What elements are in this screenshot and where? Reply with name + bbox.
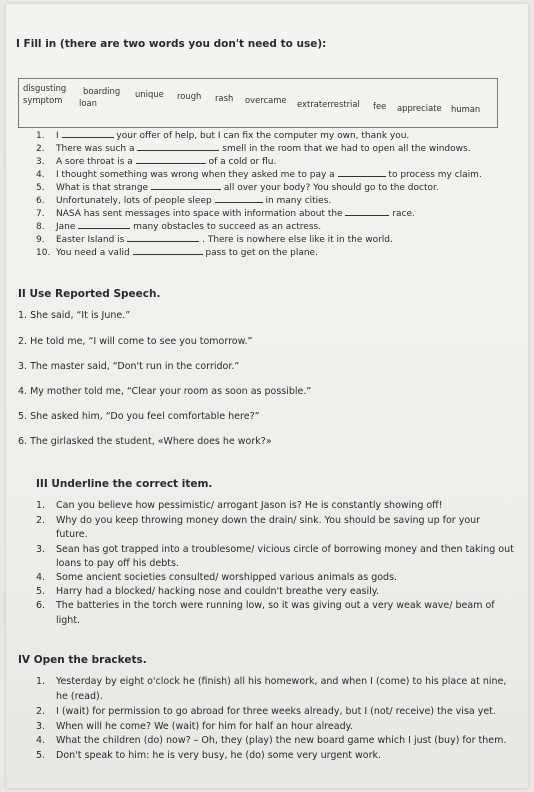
word-bank-word: fee (373, 101, 387, 111)
fill-in-item: 9. Easter Island is . There is nowhere else like it in the world. (36, 232, 393, 245)
fill-in-item: 3. A sore throat is a of a cold or flu. (36, 154, 276, 167)
word-bank-word: boarding (83, 86, 121, 96)
answer-blank[interactable] (136, 154, 206, 164)
section-4-title: IV Open the brackets. (18, 654, 147, 666)
reported-speech-item: 4. My mother told me, “Clear your room as soon as possible.” (18, 386, 312, 397)
section-3-title: III Underline the correct item. (36, 478, 213, 490)
answer-blank[interactable] (78, 219, 130, 229)
underline-item: 6. The batteries in the torch were running low, so it was giving out a very weak wave/ beam of (36, 600, 495, 611)
underline-item-cont: light. (56, 615, 81, 626)
underline-item: 5. Harry had a blocked/ hacking nose and couldn't breathe very easily. (36, 586, 380, 597)
word-bank-word: human (451, 104, 481, 114)
word-bank-word: overcame (245, 95, 287, 105)
reported-speech-item: 6. The girlasked the student, «Where does he work?» (18, 436, 272, 447)
brackets-item: 4. What the children (do) now? – Oh, they (play) the new board game which I just (buy) for them. (36, 735, 507, 746)
answer-blank[interactable] (137, 141, 219, 151)
reported-speech-item: 5. She asked him, “Do you feel comfortable here?” (18, 411, 260, 422)
brackets-item: 1. Yesterday by eight o'clock he (finish) all his homework, and when I (come) to his place at nine, (36, 676, 507, 687)
worksheet-page (6, 4, 528, 788)
answer-blank[interactable] (215, 193, 263, 203)
underline-item: 1. Can you believe how pessimistic/ arrogant Jason is? He is constantly showing off! (36, 500, 443, 511)
underline-item: 4. Some ancient societies consulted/ worshipped various animals as gods. (36, 572, 398, 583)
word-bank-word: symptom (23, 95, 63, 105)
fill-in-item: 2. There was such a smell in the room that we had to open all the windows. (36, 141, 471, 154)
fill-in-item: 1. I your offer of help, but I can fix the computer my own, thank you. (36, 128, 409, 141)
underline-item: 2. Why do you keep throwing money down the drain/ sink. You should be saving up for your (36, 515, 481, 526)
word-bank-word: appreciate (397, 103, 442, 113)
reported-speech-item: 3. The master said, “Don't run in the corridor.” (18, 361, 240, 372)
brackets-item: 2. I (wait) for permission to go abroad for three weeks already, but I (not/ receive) the visa yet. (36, 706, 496, 717)
answer-blank[interactable] (127, 232, 199, 242)
brackets-item: 3. When will he come? We (wait) for him for half an hour already. (36, 721, 353, 732)
underline-item-cont: loans to pay off his debts. (56, 558, 179, 569)
word-bank-word: extraterrestrial (297, 99, 360, 109)
fill-in-item: 6. Unfortunately, lots of people sleep in many cities. (36, 193, 331, 206)
word-bank-word: rash (215, 93, 234, 103)
fill-in-item: 10. You need a valid pass to get on the plane. (36, 245, 318, 258)
word-bank-word: disgusting (23, 83, 67, 93)
answer-blank[interactable] (133, 245, 203, 255)
fill-in-item: 5. What is that strange all over your body? You should go to the doctor. (36, 180, 439, 193)
word-bank-word: unique (135, 89, 164, 99)
section-2-title: II Use Reported Speech. (18, 288, 161, 300)
fill-in-item: 7. NASA has sent messages into space with information about the race. (36, 206, 415, 219)
reported-speech-item: 2. He told me, “I will come to see you tomorrow.” (18, 336, 253, 347)
section-1-title: I Fill in (there are two words you don't need to use): (16, 38, 327, 50)
fill-in-item: 4. I thought something was wrong when they asked me to pay a to process my claim. (36, 167, 482, 180)
reported-speech-item: 1. She said, “It is June.” (18, 310, 131, 321)
underline-item-cont: future. (56, 529, 88, 540)
answer-blank[interactable] (345, 206, 389, 216)
underline-item: 3. Sean has got trapped into a troublesome/ vicious circle of borrowing money and then taking out (36, 544, 514, 555)
word-bank-word: rough (177, 91, 202, 101)
word-bank-word: loan (79, 98, 97, 108)
answer-blank[interactable] (62, 128, 114, 138)
answer-blank[interactable] (338, 167, 386, 177)
answer-blank[interactable] (151, 180, 221, 190)
brackets-item: 5. Don't speak to him: he is very busy, he (do) some very urgent work. (36, 750, 381, 761)
word-bank-box (18, 78, 498, 128)
brackets-item-cont: he (read). (56, 691, 103, 702)
fill-in-item: 8. Jane many obstacles to succeed as an actress. (36, 219, 321, 232)
